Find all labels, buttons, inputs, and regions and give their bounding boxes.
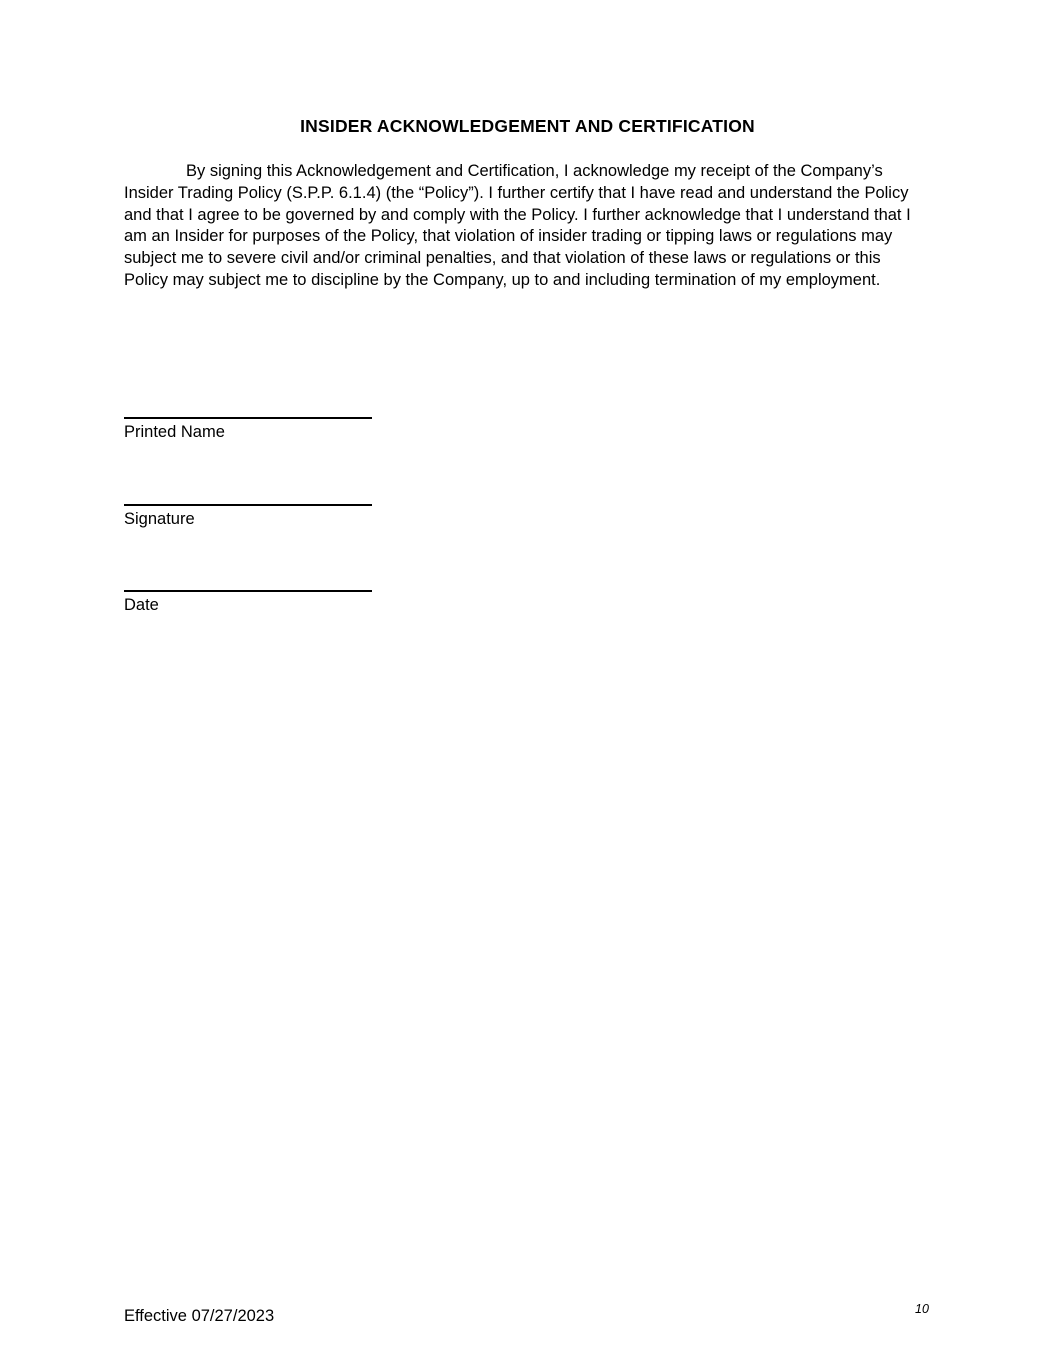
signature-field <box>124 504 372 529</box>
signature-label: Signature <box>124 510 195 528</box>
signature-signature-line <box>124 504 372 506</box>
date-signature-line <box>124 590 372 592</box>
body-paragraph: By signing this Acknowledgement and Certification, I acknowledge my receipt of the Company’s Insider Trading Policy (S.P.P. 6.1.4) (the “Policy”). I further certify that I have read and understand the Policy and that I agree to be governed by and comply with the Policy. I further acknowledge that I understand that I am an Insider for purposes of the Policy, that violation of insider trading or tipping laws or regulations may subject me to severe civil and/or criminal penalties, and that violation of these laws or regulations or this Policy may subject me to discipline by the Company, up to and including termination of my employment. <box>124 162 911 289</box>
printed-name-label: Printed Name <box>124 423 225 441</box>
footer-page-number: 10 <box>915 1302 929 1316</box>
date-label: Date <box>124 596 159 614</box>
printed-name-field <box>124 417 372 442</box>
footer-effective-date: Effective 07/27/2023 <box>124 1307 275 1325</box>
printed-name-signature-line <box>124 417 372 419</box>
date-field <box>124 590 372 615</box>
page-title: INSIDER ACKNOWLEDGEMENT AND CERTIFICATION <box>300 116 755 136</box>
